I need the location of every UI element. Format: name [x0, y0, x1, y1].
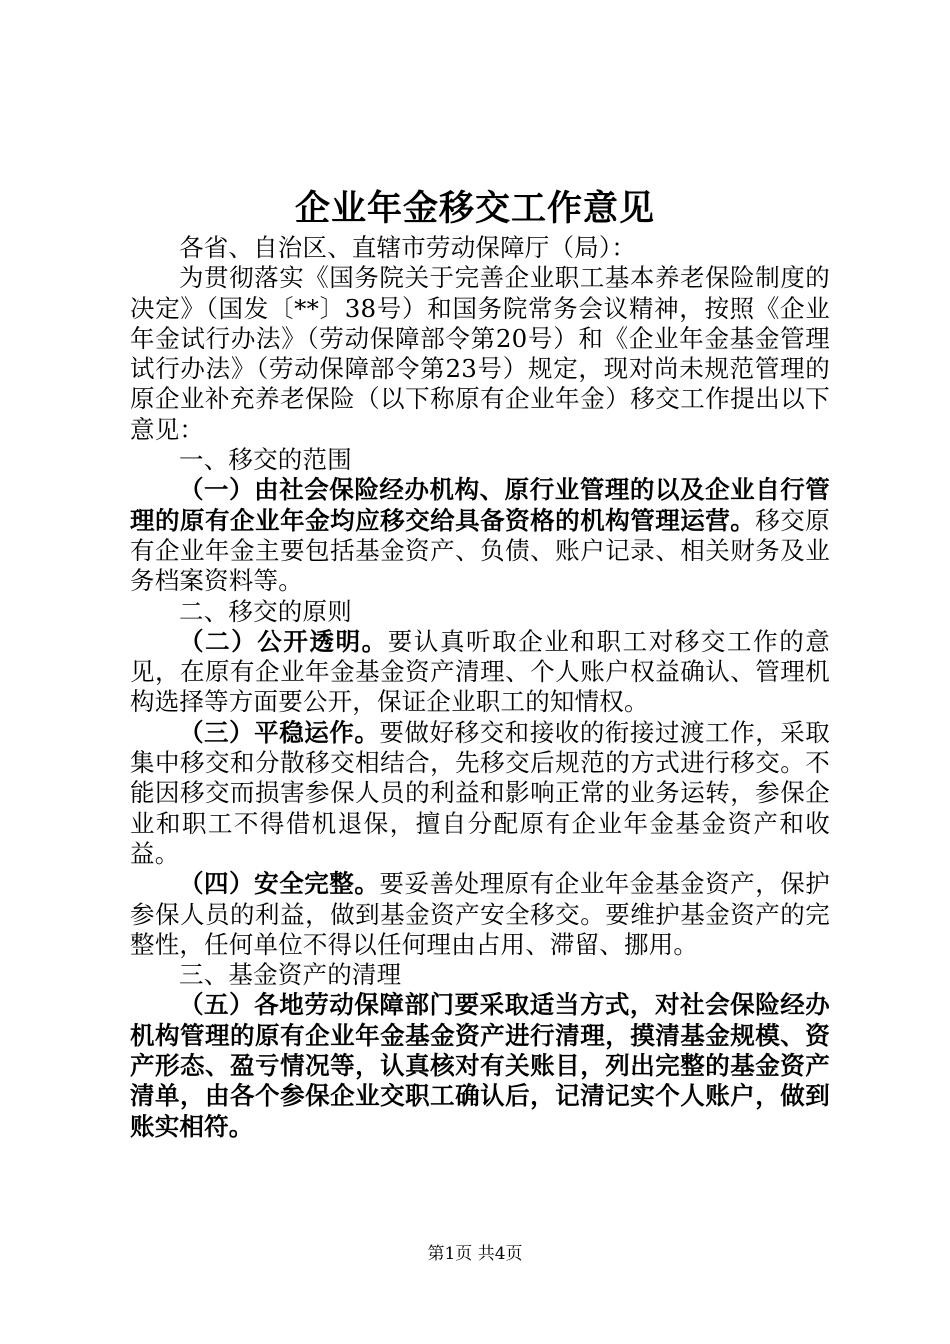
intro-paragraph: 为贯彻落实《国务院关于完善企业职工基本养老保险制度的决定》（国发〔**〕38号）和国务院常务会议精神，按照《企业年金试行办法》（劳动保障部令第20号）和《企业年金基金管理试行办法》（劳动保障部令第23号）规定，现对尚未规范管理的原企业补充养老保险（以下称原有企业年金）移交工作提出以下意见：	[130, 263, 830, 444]
paragraph-item-1	[130, 475, 830, 596]
section-heading-2: 二、移交的原则	[179, 596, 352, 626]
section-heading-1: 一、移交的范围	[179, 445, 352, 475]
section-heading-3: 三、基金资产的清理	[179, 960, 402, 990]
document-body	[130, 233, 830, 1142]
paragraph-item-2	[130, 627, 830, 718]
item-2-lead: （二）公开透明。	[179, 626, 388, 656]
paragraph-item-3	[130, 718, 830, 869]
item-1-text: 移交原有企业年金主要包括基金资产、负债、账户记录、相关财务及业务档案资料等。	[130, 505, 831, 596]
item-3-lead: （三）平稳运作。	[179, 717, 380, 747]
salutation: 各省、自治区、直辖市劳动保障厅（局）：	[179, 233, 637, 262]
document-title: 企业年金移交工作意见	[294, 188, 655, 229]
item-2-text: 要认真听取企业和职工对移交工作的意见，在原有企业年金基金资产清理、个人账户权益确认、管理机构选择等方面要公开，保证企业职工的知情权。	[130, 626, 830, 717]
item-4-text: 要妥善处理原有企业年金基金资产，保护参保人员的利益，做到基金资产安全移交。要维护基金资产的完整性，任何单位不得以任何理由占用、滞留、挪用。	[130, 869, 830, 959]
item-3-text: 要做好移交和接收的衔接过渡工作，采取集中移交和分散移交相结合，先移交后规范的方式进行移交。不能因移交而损害参保人员的利益和影响正常的业务运转，参保企业和职工不得借机退保，擅自分配原有企业年金基金资产和收益。	[130, 717, 830, 868]
page-footer: 第1页 共4页	[427, 1244, 523, 1264]
item-1-lead: （一）由社会保险经办机构、原行业管理的以及企业自行管理的原有企业年金均应移交给具备资格的机构管理运营。	[130, 475, 830, 535]
paragraph-item-5: （五）各地劳动保障部门要采取适当方式，对社会保险经办机构管理的原有企业年金基金资产进行清理，摸清基金规模、资产形态、盈亏情况等，认真核对有关账目，列出完整的基金资产清单，由各个参保企业交职工确认后，记清记实个人账户，做到账实相符。	[130, 990, 830, 1141]
item-4-lead: （四）安全完整。	[179, 869, 380, 899]
paragraph-item-4	[130, 869, 830, 960]
